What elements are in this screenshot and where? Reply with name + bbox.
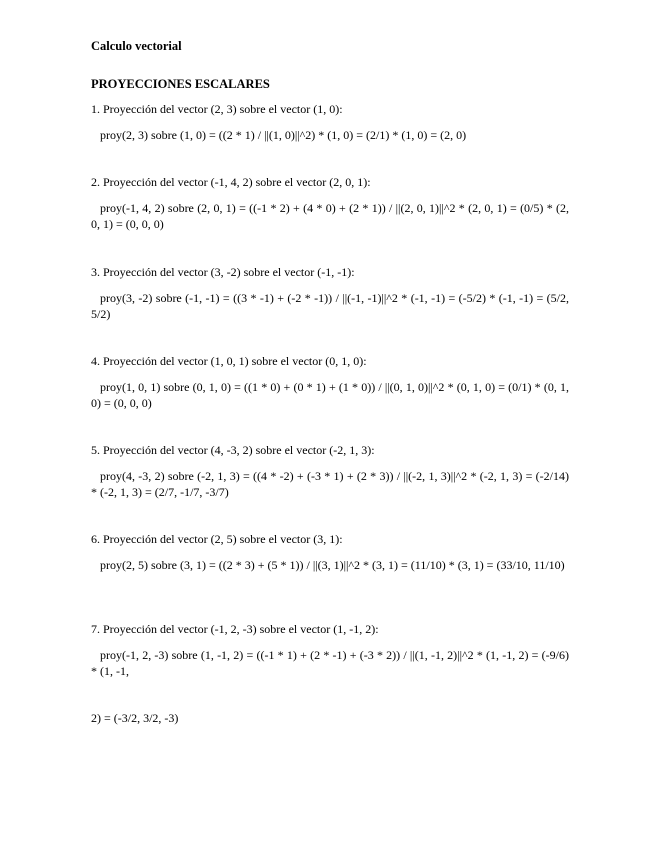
- problem-6: [91, 532, 569, 573]
- problem-5: [91, 443, 569, 500]
- problem-4: [91, 354, 569, 411]
- problem-solution: proy(2, 5) sobre (3, 1) = ((2 * 3) + (5 * 1)) / ||(3, 1)||^2 * (3, 1) = (11/10) * (3, 1) = (33/10, 11/10): [100, 558, 565, 572]
- problem-statement: 1. Proyección del vector (2, 3) sobre el vector (1, 0):: [91, 102, 343, 116]
- document-title: Calculo vectorial: [91, 39, 182, 53]
- problem-statement: 6. Proyección del vector (2, 5) sobre el vector (3, 1):: [91, 532, 343, 546]
- problem-statement: 7. Proyección del vector (-1, 2, -3) sobre el vector (1, -1, 2):: [91, 622, 379, 636]
- problem-statement: 2. Proyección del vector (-1, 4, 2) sobre el vector (2, 0, 1):: [91, 175, 371, 189]
- problem-statement: 5. Proyección del vector (4, -3, 2) sobre el vector (-2, 1, 3):: [91, 443, 375, 457]
- problem-statement: 3. Proyección del vector (3, -2) sobre el vector (-1, -1):: [91, 265, 355, 279]
- problem-1: [91, 102, 569, 143]
- problem-solution: proy(-1, 4, 2) sobre (2, 0, 1) = ((-1 * 2) + (4 * 0) + (2 * 1)) / ||(2, 0, 1)||^2 * (2, 0, 1) = (0/5) * (2, 0, 1) = (0, 0, 0): [91, 201, 569, 231]
- problem-solution: proy(-1, 2, -3) sobre (1, -1, 2) = ((-1 * 1) + (2 * -1) + (-3 * 2)) / ||(1, -1, 2)||^2 * (1, -1, 2) = (-9/6) * (1, -1,: [91, 648, 569, 678]
- problem-solution: proy(4, -3, 2) sobre (-2, 1, 3) = ((4 * -2) + (-3 * 1) + (2 * 3)) / ||(-2, 1, 3)||^2 * (-2, 1, 3) = (-2/14) * (-2, 1, 3) = (2/7, -1/7, -3/7): [91, 469, 569, 499]
- section-heading: PROYECCIONES ESCALARES: [91, 77, 270, 91]
- problem-7: [91, 622, 569, 679]
- problem-solution: proy(3, -2) sobre (-1, -1) = ((3 * -1) + (-2 * -1)) / ||(-1, -1)||^2 * (-1, -1) = (-5/2) * (-1, -1) = (5/2, 5/2): [91, 291, 569, 321]
- problem-statement: 4. Proyección del vector (1, 0, 1) sobre el vector (0, 1, 0):: [91, 354, 367, 368]
- problem-solution: proy(2, 3) sobre (1, 0) = ((2 * 1) / ||(1, 0)||^2) * (1, 0) = (2/1) * (1, 0) = (2, 0): [100, 128, 467, 142]
- problem-solution: proy(1, 0, 1) sobre (0, 1, 0) = ((1 * 0) + (0 * 1) + (1 * 0)) / ||(0, 1, 0)||^2 * (0, 1, 0) = (0/1) * (0, 1, 0) = (0, 0, 0): [91, 380, 569, 410]
- problem-2: [91, 175, 569, 232]
- problem-3: [91, 265, 569, 322]
- solution-continuation: 2) = (-3/2, 3/2, -3): [91, 711, 179, 725]
